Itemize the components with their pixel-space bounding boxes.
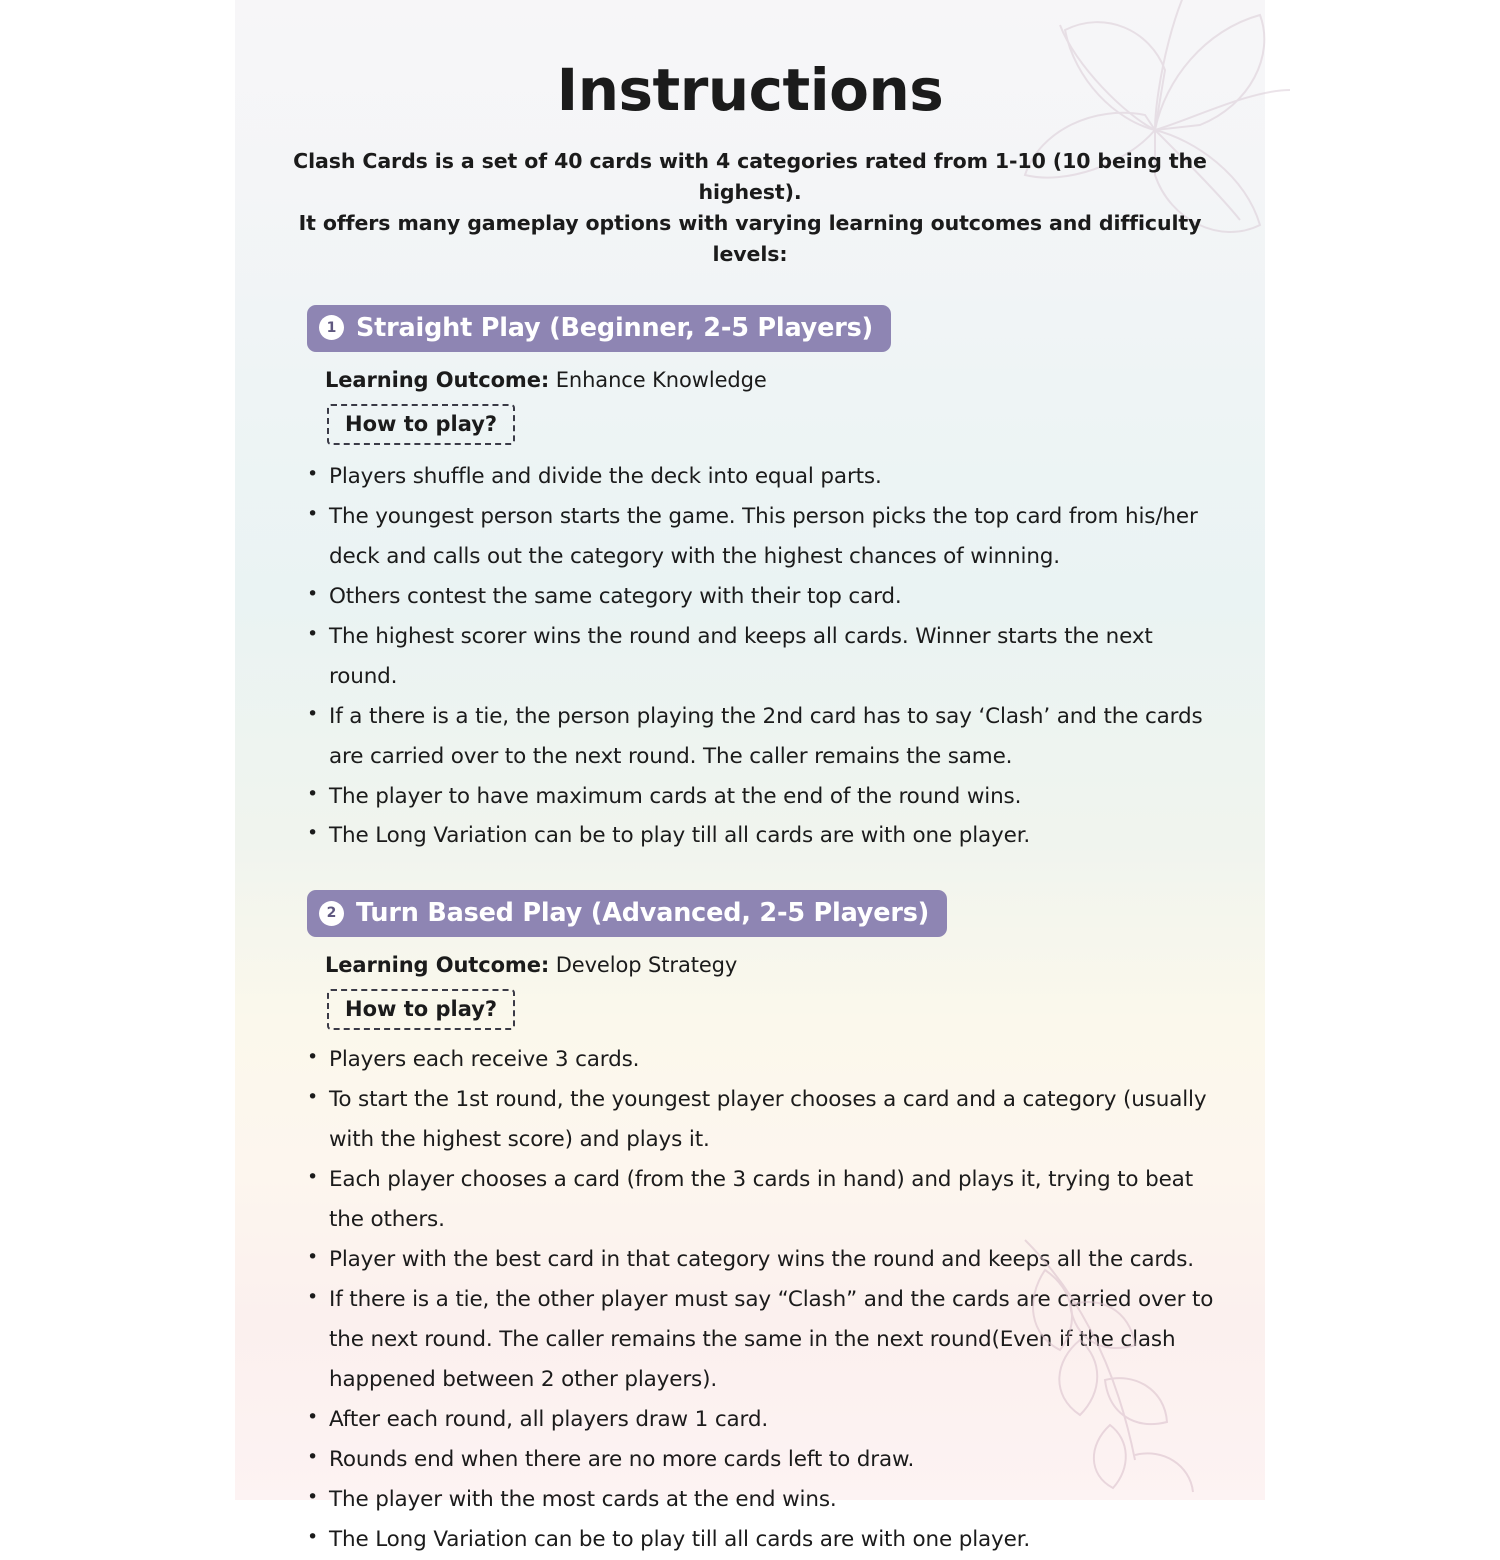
- instructions-content: [235, 56, 1265, 1560]
- list-item: • Players each receive 3 cards.: [303, 1040, 1225, 1080]
- intro-line-2: It offers many gameplay options with varying learning outcomes and difficulty levels:: [298, 211, 1202, 267]
- list-item: • After each round, all players draw 1 card.: [303, 1400, 1225, 1440]
- list-item: • Players shuffle and divide the deck into equal parts.: [303, 457, 1225, 497]
- section-1-number-badge: 1: [319, 315, 344, 340]
- list-item: • The player with the most cards at the end wins.: [303, 1480, 1225, 1520]
- section-2-learning-label: Learning Outcome:: [325, 953, 550, 978]
- section-2-learning-outcome: [325, 953, 1225, 977]
- list-item: • Others contest the same category with their top card.: [303, 577, 1225, 617]
- list-item: • To start the 1st round, the youngest player chooses a card and a category (usually with the highest score) and plays it.: [303, 1080, 1225, 1160]
- list-item: • Each player chooses a card (from the 3 cards in hand) and plays it, trying to beat the others.: [303, 1160, 1225, 1240]
- section-2-header: [307, 890, 947, 937]
- section-turn-based-play: [275, 856, 1225, 1560]
- section-1-learning-outcome: [325, 368, 1225, 392]
- section-1-howto-label: How to play?: [327, 404, 515, 445]
- list-item: • If a there is a tie, the person playing the 2nd card has to say ‘Clash’ and the cards are carried over to the next round. The caller remains the same.: [303, 697, 1225, 777]
- list-item: • The youngest person starts the game. This person picks the top card from his/her deck and calls out the category with the highest chances of winning.: [303, 497, 1225, 577]
- list-item: • Rounds end when there are no more cards left to draw.: [303, 1440, 1225, 1480]
- section-2-learning-value: Develop Strategy: [555, 953, 738, 978]
- list-item: • If there is a tie, the other player must say “Clash” and the cards are carried over to the next round. The caller remains the same in the next round(Even if the clash happened between 2 other players).: [303, 1280, 1225, 1400]
- section-1-title: Straight Play (Beginner, 2-5 Players): [356, 312, 874, 343]
- list-item: • The highest scorer wins the round and keeps all cards. Winner starts the next round.: [303, 617, 1225, 697]
- section-2-number-badge: 2: [319, 901, 344, 926]
- intro-paragraph: [280, 146, 1220, 271]
- list-item: • The Long Variation can be to play till all cards are with one player.: [303, 816, 1225, 856]
- section-straight-play: [275, 271, 1225, 857]
- section-1-rules-list: [275, 457, 1225, 857]
- list-item: • The Long Variation can be to play till all cards are with one player.: [303, 1520, 1225, 1560]
- section-2-howto-label: How to play?: [327, 989, 515, 1030]
- page-title: Instructions: [556, 56, 944, 124]
- section-2-title: Turn Based Play (Advanced, 2-5 Players): [356, 898, 930, 929]
- list-item: • The player to have maximum cards at the end of the round wins.: [303, 777, 1225, 817]
- section-1-learning-value: Enhance Knowledge: [555, 367, 767, 392]
- intro-line-1: Clash Cards is a set of 40 cards with 4 categories rated from 1-10 (10 being the highest).: [293, 149, 1207, 205]
- section-1-learning-label: Learning Outcome:: [325, 367, 550, 392]
- section-2-rules-list: [275, 1040, 1225, 1560]
- section-1-header: [307, 305, 891, 352]
- instructions-page: [235, 0, 1265, 1553]
- list-item: • Player with the best card in that category wins the round and keeps all the cards.: [303, 1240, 1225, 1280]
